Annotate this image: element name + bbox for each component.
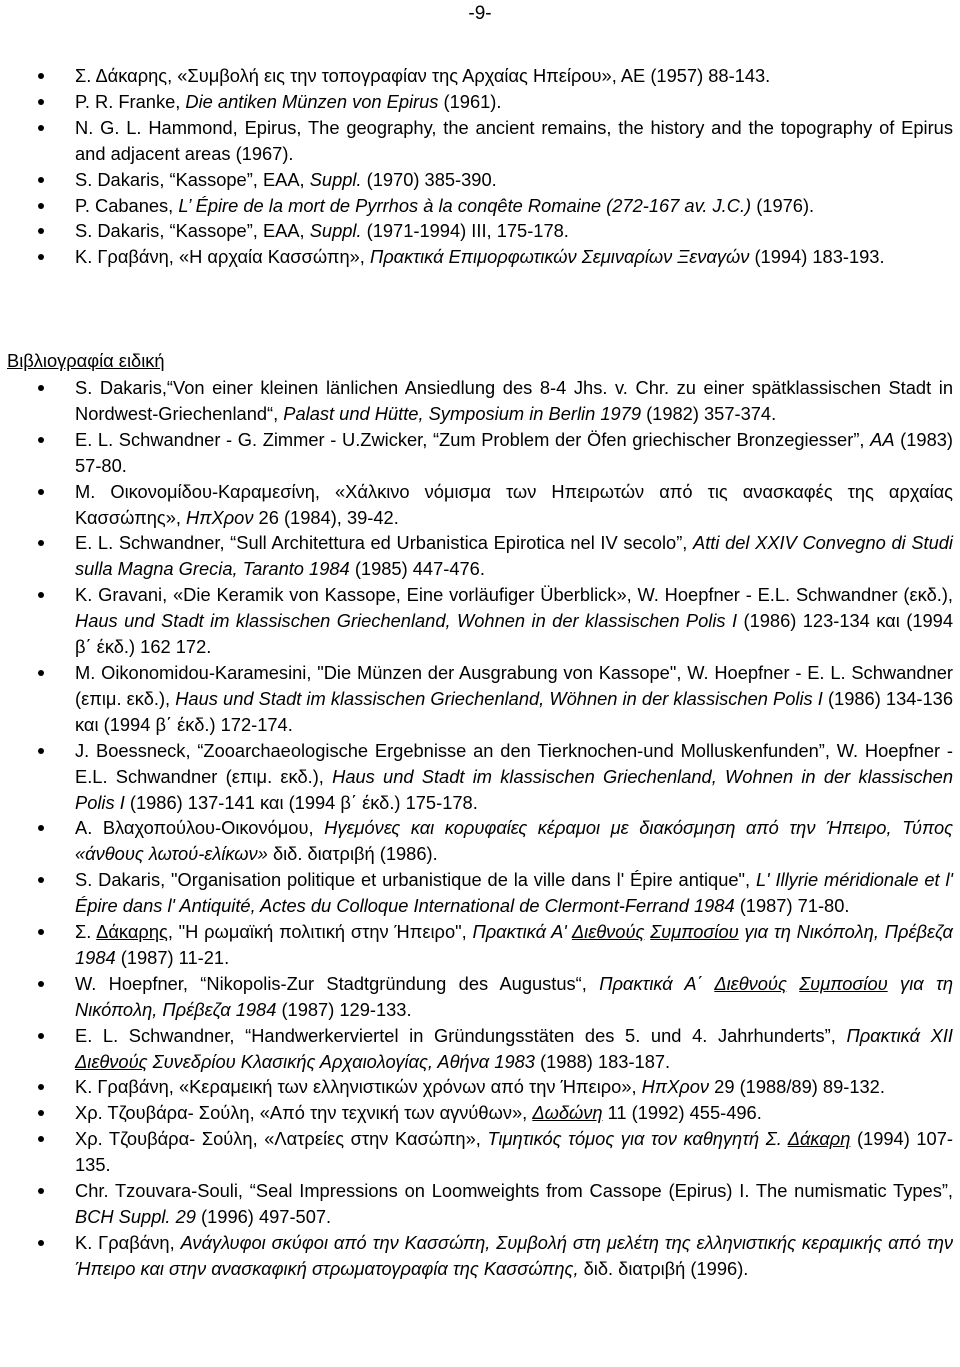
entry-text: Α. Βλαχοπούλου-Οικονόμου, xyxy=(75,817,325,839)
entry-text: (1987) 11-21. xyxy=(115,946,230,968)
entry-text: Κ. Γραβάνη, «Κεραμεική των ελληνιστικών χρόνων από την Ήπειρο», xyxy=(75,1076,642,1098)
entry-text: Ανάγλυφοι σκύφοι από την Κασσώπη, Συμβολή στη μελέτη της ελληνιστικής κεραμικής από την Ήπειρο και στην ανασκαφική στρωματογραφία της Κασσώπης, xyxy=(75,1231,953,1279)
section-heading-special: Βιβλιογραφία ειδική xyxy=(7,350,165,371)
entry-text: N. G. L. Hammond, Epirus, The geography, the ancient remains, the history and the topography of Epirus and adjacent areas (1967). xyxy=(75,116,953,164)
entry-text: BCH Suppl. 29 xyxy=(75,1206,196,1227)
entry-text: L' Illyrie méridionale et l' Épire dans l' Antiquité, Actes du Colloque International de Clermont-Ferrand 1984 xyxy=(75,869,953,917)
entry-text: Haus und Stadt im klassischen Griechenland, Wohnen in der klassischen Polis I xyxy=(75,765,953,813)
entry-text: Πρακτικά Α΄ xyxy=(599,972,715,994)
bibliography-entry xyxy=(0,244,960,270)
entry-text: (1994) 183-193. xyxy=(749,246,885,268)
entry-text: Συμποσίου xyxy=(650,921,739,943)
bibliography-entry xyxy=(0,479,960,531)
entry-text: L’ Épire de la mort de Pyrrhos à la conqête Romaine (272-167 av. J.C.) xyxy=(178,194,752,216)
bibliography-entry xyxy=(0,115,960,167)
entry-text: (1970) 385-390. xyxy=(361,168,497,190)
entry-text: Διεθνούς xyxy=(714,972,787,994)
entry-text: ΗπΧρον xyxy=(641,1076,710,1098)
entry-text: Ηγεμόνες και κορυφαίες κέραμοι με διακόσμηση από την Ήπειρο, Τύπος «άνθους λωτού-ελίκων» xyxy=(75,817,954,865)
entry-text: Atti del XXIV Convegno di Studi sulla Magna Grecia, Taranto 1984 xyxy=(75,532,953,580)
bibliography-entry xyxy=(0,1178,960,1230)
bibliography-entry xyxy=(0,1230,960,1282)
bibliography-entry xyxy=(0,867,960,919)
entry-text: M. Oikonomidou-Karamesini, "Die Münzen der Ausgrabung von Kassope", W. Hoepfner - E. L. Schwandner (επιμ. εκδ.), xyxy=(75,661,953,709)
entry-text: P. R. Franke, xyxy=(75,90,186,112)
bibliography-entry xyxy=(0,1100,960,1126)
entry-text: J. Boessneck, “Zooarchaeologische Ergebnisse an den Tierknochen-und Molluskenfunden”, W. Hoepfner - E.L. Schwandner (επιμ. εκδ.), xyxy=(75,739,953,787)
entry-text: (1988) 183-187. xyxy=(534,1050,671,1072)
entry-text: Haus und Stadt im klassischen Griechenland, Wöhnen in der klassischen Polis I xyxy=(175,687,823,709)
entry-text: (1961). xyxy=(438,90,502,112)
bibliography-entry xyxy=(0,375,960,427)
bibliography-entry xyxy=(0,582,960,660)
bibliography-entry xyxy=(0,63,960,89)
entry-text: Haus und Stadt im klassischen Griechenland, Wohnen in der klassischen Polis I xyxy=(75,610,738,632)
entry-text: E. L. Schwandner, “Sull Architettura ed Urbanistica Epirotica nel IV secolo”, xyxy=(75,532,694,554)
bibliography-entry xyxy=(0,738,960,816)
entry-text: E. L. Schwandner - G. Zimmer - U.Zwicker, “Zum Problem der Öfen griechischer Bronzegiesser”, xyxy=(75,428,871,450)
entry-text xyxy=(787,973,799,994)
entry-text: για τη Νικόπολη, Πρέβεζα 1984 xyxy=(75,921,953,968)
entry-text: Suppl. xyxy=(309,168,362,190)
bibliography-entry xyxy=(0,919,960,971)
entry-text: Μ. Οικονομίδου-Καραμεσίνη, «Χάλκινο νόμισμα των Ηπειρωτών από τις ανασκαφές της αρχαίας Κασσώπης», xyxy=(75,480,953,528)
special-bibliography-list xyxy=(0,375,960,1282)
bibliography-entry xyxy=(0,218,960,244)
entry-text: Τιμητικός τόμος για τον καθηγητή Σ. xyxy=(487,1128,788,1150)
entry-text: Σ. xyxy=(75,921,97,943)
bibliography-entry xyxy=(0,1023,960,1075)
general-bibliography-list xyxy=(0,63,960,270)
bibliography-entry xyxy=(0,427,960,479)
entry-text: Πρακτικά Επιμορφωτικών Σεμιναρίων Ξεναγών xyxy=(369,246,750,268)
entry-text: (1986) 137-141 και (1994 β΄ έκδ.) 175-178. xyxy=(124,791,478,813)
entry-text: (1985) 447-476. xyxy=(349,558,485,580)
entry-text: διδ. διατριβή (1996). xyxy=(578,1257,749,1279)
entry-text: Δάκαρης xyxy=(96,921,168,943)
entry-text: (1986) 123-134 και (1994 β΄ έκδ.) 162 172. xyxy=(75,610,953,658)
entry-text: (1976). xyxy=(751,194,815,216)
entry-text: E. L. Schwandner, “Handwerkerviertel in Gründungsstäten des 5. und 4. Jahrhunderts”, xyxy=(75,1024,847,1046)
entry-text: (1983) 57-80. xyxy=(75,428,953,476)
bibliography-entry xyxy=(0,167,960,193)
entry-text: Κ. Γραβάνη, «Η αρχαία Κασσώπη», xyxy=(75,246,370,268)
entry-text: AA xyxy=(870,428,895,450)
entry-text: για τη Νικόπολη, Πρέβεζα 1984 xyxy=(75,972,954,1020)
entry-text: Σ. Δάκαρης, «Συμβολή εις την τοπογραφίαν της Αρχαίας Ηπείρου», ΑΕ (1957) 88-143. xyxy=(75,65,771,86)
entry-text: K. Gravani, «Die Keramik von Kassope, Eine vorläufiger Überblick», W. Hoepfner - E.L. Schwandner (εκδ.), xyxy=(75,584,953,606)
entry-text: Palast und Hütte, Symposium in Berlin 1979 xyxy=(283,402,641,424)
entry-text: P. Cabanes, xyxy=(75,194,179,216)
entry-text: (1971-1994) III, 175-178. xyxy=(361,220,569,242)
entry-text: (1982) 357-374. xyxy=(641,402,777,424)
bibliography-entry xyxy=(0,971,960,1023)
entry-text: Χρ. Τζουβάρα- Σούλη, «Λατρείες στην Κασώπη», xyxy=(75,1128,488,1150)
entry-text: , "Η ρωμαϊκή πολιτική στην Ήπειρο", xyxy=(167,921,473,943)
bibliography-entry xyxy=(0,530,960,582)
entry-text: S. Dakaris,“Von einer kleinen länlichen Ansiedlung des 8-4 Jhs. v. Chr. zu einer spätklassischen Stadt in Nordwest-Griechenland“, xyxy=(75,377,953,424)
entry-text: S. Dakaris, “Kassope”, EAA, xyxy=(75,220,310,242)
entry-text: Συμποσίου xyxy=(799,972,888,994)
entry-text: (1987) 71-80. xyxy=(734,895,850,917)
entry-text: Δωδώνη xyxy=(532,1102,603,1124)
entry-text: Die antiken Münzen von Epirus xyxy=(185,90,439,112)
bibliography-entry xyxy=(0,89,960,115)
entry-text: Διεθνούς xyxy=(75,1050,148,1072)
entry-text: Suppl. xyxy=(309,220,362,242)
entry-text: 29 (1988/89) 89-132. xyxy=(709,1076,885,1098)
bibliography-entry xyxy=(0,660,960,738)
entry-text: 26 (1984), 39-42. xyxy=(253,506,399,528)
entry-text: (1994) 107-135. xyxy=(75,1128,953,1176)
entry-text: Συνεδρίου Κλασικής Αρχαιολογίας, Αθήνα 1983 xyxy=(147,1050,535,1072)
entry-text: (1996) 497-507. xyxy=(195,1206,332,1227)
entry-text: S. Dakaris, "Organisation politique et urbanistique de la ville dans l' Épire antique", xyxy=(75,869,756,891)
bibliography-entry xyxy=(0,1074,960,1100)
entry-text: W. Hoepfner, “Nikopolis-Zur Stadtgründung des Augustus“, xyxy=(75,972,600,994)
entry-text: S. Dakaris, “Kassope”, EAA, xyxy=(75,168,310,190)
entry-text: Δάκαρη xyxy=(787,1128,851,1150)
entry-text: Κ. Γραβάνη, xyxy=(75,1231,181,1253)
bibliography-entry xyxy=(0,815,960,867)
page-number: -9- xyxy=(468,3,492,24)
entry-text: Διεθνούς xyxy=(571,921,645,943)
entry-text: (1986) 134-136 και (1994 β΄ έκδ.) 172-174. xyxy=(75,687,954,735)
entry-text: Πρακτικά XII xyxy=(846,1024,953,1046)
entry-text: ΗπΧρον xyxy=(186,506,254,528)
entry-text: Πρακτικά Α' xyxy=(472,921,572,943)
entry-text: διδ. διατριβή (1986). xyxy=(267,843,438,865)
entry-text: 11 (1992) 455-496. xyxy=(602,1102,762,1124)
entry-text: Chr. Tzouvara-Souli, “Seal Impressions on Loomweights from Cassope (Epirus) I. The numismatic Types”, xyxy=(75,1180,953,1202)
entry-text: Χρ. Τζουβάρα- Σούλη, «Από την τεχνική των αγνύθων», xyxy=(75,1102,533,1124)
bibliography-entry xyxy=(0,1126,960,1178)
entry-text: (1987) 129-133. xyxy=(276,998,412,1020)
bibliography-entry xyxy=(0,193,960,219)
